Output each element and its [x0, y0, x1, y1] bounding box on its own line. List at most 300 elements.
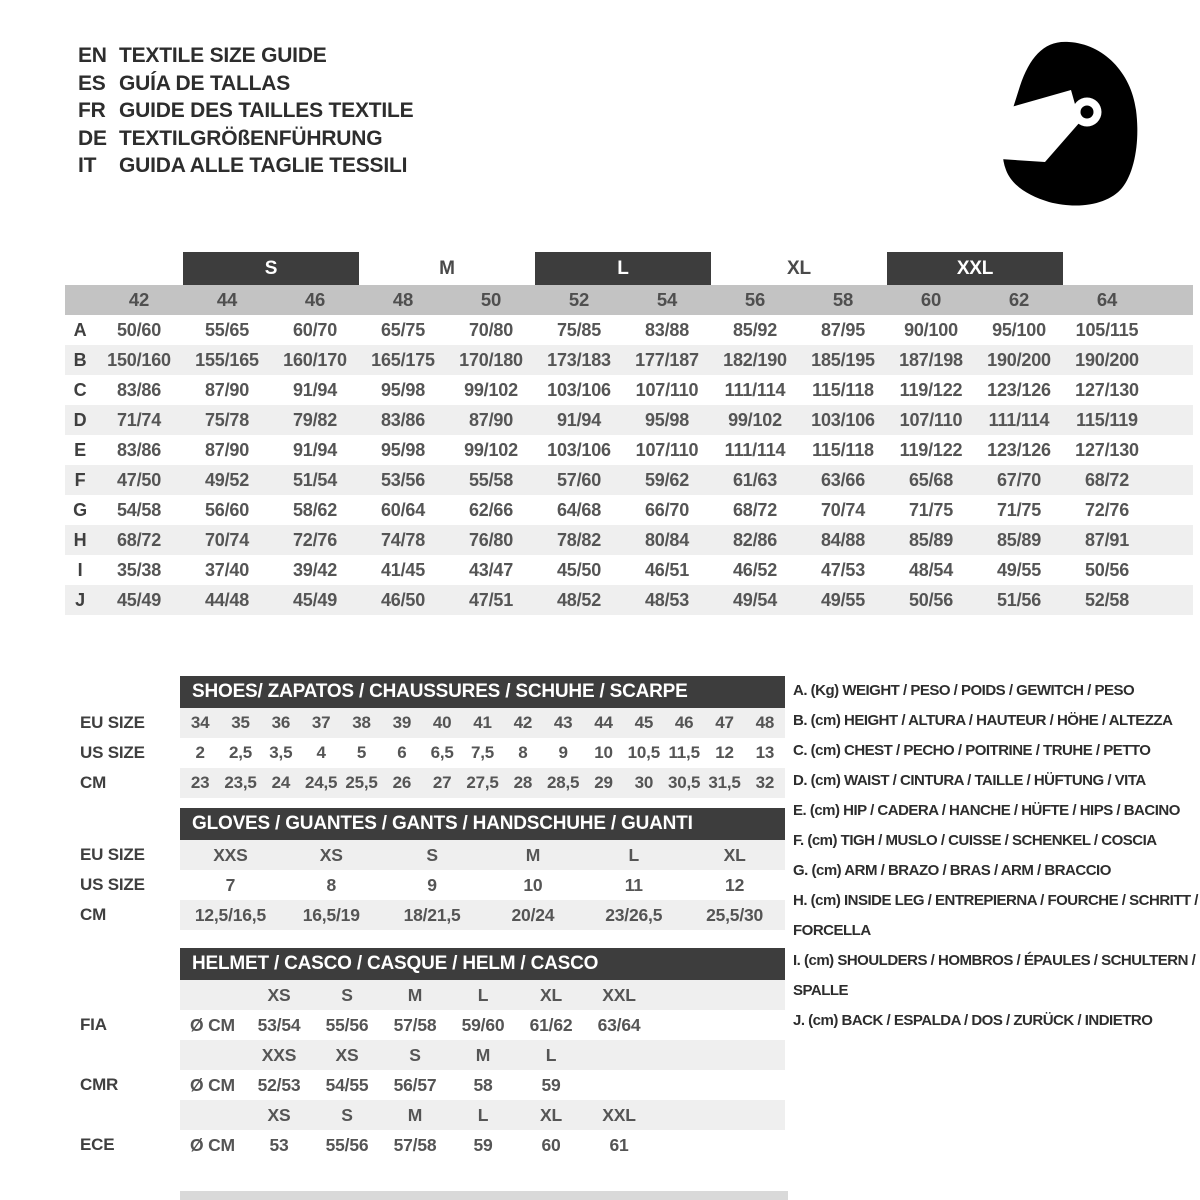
shoe-size-value: 39 [392, 713, 412, 732]
size-value: 75/85 [556, 319, 602, 340]
size-band-xl: XL [787, 257, 811, 279]
size-value: 57/60 [556, 469, 602, 490]
row-label: US SIZE [80, 743, 145, 762]
size-value: 111/114 [724, 379, 786, 400]
helmet-value-row-cmr [65, 1070, 785, 1100]
numeric-size-header: 60 [920, 289, 942, 310]
size-value: 75/78 [204, 409, 250, 430]
size-value: 150/160 [107, 349, 171, 370]
helmet-size-value: 59 [541, 1074, 561, 1095]
size-value: 115/119 [1076, 409, 1138, 430]
row-label [65, 1100, 180, 1130]
size-value: 82/86 [732, 529, 778, 550]
bottom-divider [180, 1191, 788, 1200]
helmet-size-header: S [341, 1104, 353, 1125]
shoe-size-value: 23 [190, 773, 210, 792]
numeric-size-header: 62 [1008, 289, 1030, 310]
size-value: 61/63 [732, 469, 778, 490]
shoe-size-value: 42 [513, 713, 533, 732]
helmet-size-values [180, 1070, 785, 1100]
racing-helmet-icon [983, 38, 1143, 210]
language-code: EN [78, 44, 107, 67]
shoe-size-value: 2 [195, 743, 205, 762]
size-value: 173/183 [547, 349, 611, 370]
row-label: EU SIZE [80, 713, 145, 732]
row-label: CM [80, 773, 107, 792]
helmet-size-header: M [475, 1044, 491, 1065]
size-value: 119/122 [899, 379, 963, 400]
size-value: 68/72 [116, 529, 162, 550]
language-code: IT [78, 154, 97, 177]
numeric-size-header: 50 [480, 289, 502, 310]
size-value: 182/190 [723, 349, 787, 370]
helmet-size-values [180, 1010, 785, 1040]
shoe-size-value: 3,5 [269, 743, 293, 762]
shoe-size-values [180, 738, 785, 768]
helmet-size-header: M [407, 1104, 423, 1125]
size-value: 155/165 [195, 349, 259, 370]
shoe-size-value: 2,5 [228, 743, 253, 762]
textile-row-b [65, 345, 1193, 375]
size-value: 123/126 [987, 439, 1051, 460]
helmet-size-value: 63/64 [597, 1014, 641, 1035]
textile-row-e [65, 435, 1193, 465]
size-value: 83/86 [116, 379, 162, 400]
language-code: FR [78, 99, 106, 122]
shoe-size-value: 5 [356, 743, 367, 762]
helmet-value-row-fia [65, 1010, 785, 1040]
standard-label: CMR [80, 1075, 119, 1094]
numeric-size-header: 44 [216, 289, 238, 310]
size-value: 64/68 [556, 499, 602, 520]
guide-title: GUIDA ALLE TAGLIE TESSILI [119, 154, 408, 177]
row-letter: E [74, 439, 86, 460]
helmet-value-row-ece [65, 1130, 785, 1160]
helmet-size-table [65, 948, 785, 1160]
helmet-rows [65, 980, 785, 1160]
language-code: DE [78, 126, 107, 150]
glove-size-value: XXS [213, 844, 248, 865]
shoe-size-value: 10 [594, 743, 613, 762]
shoe-size-value: 4 [316, 743, 326, 762]
helmet-size-header: XS [267, 984, 291, 1005]
size-value: 37/40 [204, 559, 250, 580]
guide-title: TEXTILE SIZE GUIDE [119, 44, 327, 67]
size-value: 59/62 [644, 469, 690, 490]
size-value: 41/45 [380, 559, 426, 580]
size-value: 99/102 [464, 439, 518, 460]
glove-size-values [180, 870, 785, 900]
row-label: CM [80, 905, 107, 924]
helmet-size-header: S [409, 1044, 421, 1065]
size-value: 83/86 [380, 409, 426, 430]
guide-title: TEXTILGRÖßENFÜHRUNG [119, 126, 383, 150]
helmet-size-headers [180, 1100, 785, 1130]
size-value: 187/198 [899, 349, 963, 370]
size-value: 70/80 [468, 319, 514, 340]
size-value: 105/115 [1075, 319, 1139, 340]
glove-size-value: 16,5/19 [302, 904, 360, 925]
glove-size-value: 23/26,5 [605, 904, 663, 925]
size-value: 91/94 [292, 439, 338, 460]
legend-item: B. (cm) HEIGHT / ALTURA / HAUTEUR / HÖHE / ALTEZZA [793, 712, 1173, 729]
glove-size-row [65, 870, 785, 900]
helmet-size-value: 53/54 [257, 1014, 301, 1035]
size-value: 48/52 [556, 589, 602, 610]
shoe-size-value: 23,5 [224, 773, 257, 792]
gloves-size-table [65, 808, 785, 930]
gloves-rows [65, 840, 785, 930]
shoe-size-value: 27,5 [466, 773, 499, 792]
helmet-size-header: XS [335, 1044, 359, 1065]
helmet-size-value: 56/57 [393, 1074, 437, 1095]
shoe-size-value: 25,5 [345, 773, 378, 792]
helmet-size-value: 52/53 [257, 1074, 301, 1095]
size-value: 91/94 [292, 379, 338, 400]
shoe-size-value: 40 [432, 713, 452, 732]
size-value: 190/200 [1075, 349, 1139, 370]
size-value: 45/49 [116, 589, 162, 610]
size-band-xxl: XXL [887, 252, 1063, 285]
size-value: 68/72 [732, 499, 778, 520]
unit-spacer [180, 1040, 245, 1070]
size-value: 43/47 [468, 559, 514, 580]
measurement-legend [793, 676, 1200, 1036]
size-value: 47/53 [820, 559, 866, 580]
size-value: 49/54 [732, 589, 778, 610]
size-value: 190/200 [987, 349, 1051, 370]
size-value: 99/102 [464, 379, 518, 400]
helmet-size-header: XXL [602, 1104, 636, 1125]
row-letter: F [74, 469, 86, 490]
size-value: 56/60 [204, 499, 250, 520]
size-value: 83/88 [644, 319, 690, 340]
row-label: EU SIZE [80, 845, 145, 864]
size-value: 95/100 [992, 319, 1046, 340]
glove-size-value: 11 [624, 874, 643, 895]
size-value: 85/92 [732, 319, 778, 340]
legend-item: D. (cm) WAIST / CINTURA / TAILLE / HÜFTUNG / VITA [793, 772, 1146, 789]
size-value: 60/70 [292, 319, 338, 340]
size-value: 165/175 [371, 349, 435, 370]
shoe-size-value: 28,5 [547, 773, 580, 792]
language-code: ES [78, 71, 106, 95]
size-value: 87/90 [204, 379, 250, 400]
shoe-size-value: 12 [715, 743, 734, 762]
size-value: 49/52 [204, 469, 250, 490]
shoe-size-value: 26 [392, 773, 412, 792]
size-value: 53/56 [380, 469, 426, 490]
size-value: 85/89 [996, 529, 1042, 550]
size-value: 160/170 [283, 349, 347, 370]
size-value: 48/54 [908, 559, 954, 580]
size-value: 50/56 [1084, 559, 1130, 580]
shoe-size-value: 24 [271, 773, 291, 792]
helmet-size-value: 57/58 [393, 1134, 437, 1155]
shoe-size-value: 8 [518, 743, 528, 762]
size-value: 95/98 [380, 379, 426, 400]
size-value: 60/64 [380, 499, 426, 520]
textile-row-c [65, 375, 1193, 405]
size-value: 46/51 [644, 559, 690, 580]
shoe-size-value: 35 [231, 713, 250, 732]
shoe-size-value: 45 [634, 713, 654, 732]
size-value: 46/50 [380, 589, 426, 610]
size-value: 46/52 [732, 559, 778, 580]
size-value: 51/54 [292, 469, 338, 490]
size-value: 95/98 [644, 409, 690, 430]
size-value: 119/122 [899, 439, 963, 460]
helmet-size-value: 54/55 [325, 1074, 369, 1095]
size-value: 50/56 [908, 589, 954, 610]
size-value: 185/195 [811, 349, 875, 370]
numeric-size-header-row [65, 285, 1193, 315]
size-value: 103/106 [811, 409, 875, 430]
helmet-size-value: 57/58 [393, 1014, 437, 1035]
shoe-size-row [65, 708, 785, 738]
size-value: 87/95 [820, 319, 866, 340]
size-value: 177/187 [635, 349, 699, 370]
numeric-size-header: 58 [832, 289, 854, 310]
diameter-unit: Ø CM [190, 1014, 235, 1035]
glove-size-value: 12 [725, 874, 745, 895]
shoe-size-value: 28 [513, 773, 533, 792]
shoe-size-value: 13 [755, 743, 775, 762]
guide-title: GUÍA DE TALLAS [119, 71, 291, 95]
helmet-size-value: 59/60 [461, 1014, 505, 1035]
helmet-size-header: XXS [261, 1044, 297, 1065]
size-band-s: S [183, 252, 359, 285]
glove-size-value: M [525, 844, 541, 865]
helmet-size-value: 55/56 [325, 1134, 369, 1155]
glove-size-row [65, 840, 785, 870]
helmet-size-header: XL [540, 1104, 562, 1125]
shoe-size-value: 24,5 [305, 773, 338, 792]
textile-row-f [65, 465, 1193, 495]
size-value: 47/51 [468, 589, 514, 610]
shoe-size-value: 38 [352, 713, 371, 732]
row-letter: I [77, 559, 83, 580]
legend-item: J. (cm) BACK / ESPALDA / DOS / ZURÜCK / INDIETRO [793, 1012, 1153, 1029]
size-value: 70/74 [820, 499, 866, 520]
size-value: 111/114 [988, 409, 1050, 430]
glove-size-value: 9 [427, 874, 437, 895]
numeric-size-header: 64 [1096, 289, 1118, 310]
size-value: 51/56 [996, 589, 1042, 610]
standard-label: ECE [80, 1135, 115, 1154]
shoes-rows [65, 708, 785, 798]
numeric-size-header: 52 [568, 289, 590, 310]
letter-column-spacer [65, 285, 95, 315]
shoe-size-value: 30,5 [668, 773, 701, 792]
row-letter: G [73, 499, 87, 520]
size-value: 44/48 [204, 589, 250, 610]
size-value: 83/86 [116, 439, 162, 460]
glove-size-value: S [426, 844, 438, 865]
glove-size-values [180, 840, 785, 870]
size-value: 52/58 [1084, 589, 1130, 610]
glove-size-value: 25,5/30 [706, 904, 764, 925]
helmet-size-header: XL [540, 984, 562, 1005]
size-value: 90/100 [904, 319, 958, 340]
shoe-size-values [180, 768, 785, 798]
glove-size-value: 18/21,5 [403, 904, 461, 925]
size-value: 103/106 [547, 439, 611, 460]
shoe-size-value: 9 [558, 743, 568, 762]
size-band-m: M [439, 257, 455, 279]
size-value: 95/98 [380, 439, 426, 460]
size-value: 84/88 [820, 529, 866, 550]
helmet-size-value: 58 [473, 1074, 493, 1095]
numeric-size-header: 48 [392, 289, 414, 310]
helmet-size-header: XXL [602, 984, 636, 1005]
size-value: 62/66 [468, 499, 514, 520]
size-value: 48/53 [644, 589, 690, 610]
language-title-list [78, 42, 413, 180]
numeric-size-header: 54 [656, 289, 678, 310]
size-value: 55/58 [468, 469, 514, 490]
size-value: 111/114 [724, 439, 786, 460]
size-value: 58/62 [292, 499, 338, 520]
legend-item: G. (cm) ARM / BRAZO / BRAS / ARM / BRACCIO [793, 862, 1111, 879]
size-band-row [65, 252, 1193, 285]
row-label [65, 1040, 180, 1070]
shoe-size-value: 34 [190, 713, 210, 732]
textile-row-h [65, 525, 1193, 555]
size-value: 71/75 [908, 499, 954, 520]
shoe-size-row [65, 738, 785, 768]
helmet-size-value: 55/56 [325, 1014, 369, 1035]
textile-row-d [65, 405, 1193, 435]
language-row [78, 125, 413, 153]
size-value: 107/110 [635, 379, 699, 400]
size-value: 45/49 [292, 589, 338, 610]
legend-item: A. (Kg) WEIGHT / PESO / POIDS / GEWITCH / PESO [793, 682, 1135, 699]
legend-item: H. (cm) INSIDE LEG / ENTREPIERNA / FOURCHE / SCHRITT / FORCELLA [793, 892, 1198, 939]
shoe-size-value: 32 [755, 773, 775, 792]
glove-size-value: 10 [523, 874, 543, 895]
shoe-size-value: 41 [473, 713, 492, 732]
glove-size-value: 12,5/16,5 [194, 904, 266, 925]
size-value: 107/110 [635, 439, 699, 460]
helmet-size-header: L [545, 1044, 557, 1065]
helmet-size-value: 60 [541, 1134, 561, 1155]
legend-item: C. (cm) CHEST / PECHO / POITRINE / TRUHE / PETTO [793, 742, 1151, 759]
row-letter: D [73, 409, 87, 430]
racing-helmet-icon-svg [983, 38, 1143, 210]
textile-size-table [65, 252, 1193, 615]
size-value: 72/76 [292, 529, 338, 550]
size-value: 115/118 [812, 439, 874, 460]
size-value: 87/90 [468, 409, 514, 430]
size-value: 39/42 [292, 559, 338, 580]
textile-row-i [65, 555, 1193, 585]
helmet-size-header: L [477, 1104, 489, 1125]
size-value: 115/118 [812, 379, 874, 400]
size-value: 85/89 [908, 529, 954, 550]
shoe-size-value: 7,5 [470, 743, 495, 762]
textile-row-j [65, 585, 1193, 615]
shoe-size-value: 30 [634, 773, 654, 792]
size-value: 170/180 [459, 349, 523, 370]
shoe-size-value: 44 [594, 713, 613, 732]
glove-size-value: XL [723, 844, 746, 865]
size-value: 71/74 [116, 409, 162, 430]
row-letter: H [73, 529, 87, 550]
size-value: 63/66 [820, 469, 866, 490]
size-band-l: L [535, 252, 711, 285]
row-letter: C [73, 379, 87, 400]
helmet-size-row-cmr [65, 1040, 785, 1070]
row-letter: A [73, 319, 87, 340]
shoe-size-value: 6 [397, 743, 407, 762]
helmet-size-row-ece [65, 1100, 785, 1130]
size-value: 65/68 [908, 469, 954, 490]
size-value: 71/75 [996, 499, 1042, 520]
helmet-table-title: HELMET / CASCO / CASQUE / HELM / CASCO [180, 948, 785, 980]
size-value: 87/91 [1084, 529, 1130, 550]
numeric-size-header: 56 [744, 289, 766, 310]
shoe-size-value: 10,5 [627, 743, 660, 762]
size-value: 74/78 [380, 529, 426, 550]
language-row [78, 70, 413, 98]
textile-row-a [65, 315, 1193, 345]
shoes-size-table [65, 676, 785, 798]
row-label: US SIZE [80, 875, 145, 894]
size-value: 68/72 [1084, 469, 1130, 490]
shoe-size-value: 6,5 [430, 743, 454, 762]
size-value: 49/55 [996, 559, 1042, 580]
shoe-size-value: 31,5 [708, 773, 741, 792]
helmet-size-header: S [341, 984, 353, 1005]
size-value: 127/130 [1075, 379, 1139, 400]
row-letter: J [75, 589, 85, 610]
size-value: 127/130 [1075, 439, 1139, 460]
size-value: 87/90 [204, 439, 250, 460]
size-value: 76/80 [468, 529, 514, 550]
shoe-size-values [180, 708, 785, 738]
shoe-size-value: 43 [553, 713, 573, 732]
size-value: 107/110 [899, 409, 963, 430]
unit-spacer [180, 1100, 245, 1130]
helmet-size-header: XS [267, 1104, 291, 1125]
size-value: 55/65 [204, 319, 250, 340]
textile-row-g [65, 495, 1193, 525]
textile-measurement-rows [65, 315, 1193, 615]
guide-title: GUIDE DES TAILLES TEXTILE [119, 99, 414, 122]
size-value: 47/50 [116, 469, 162, 490]
size-value: 78/82 [556, 529, 602, 550]
size-value: 45/50 [556, 559, 602, 580]
glove-size-value: 8 [326, 874, 337, 895]
shoes-table-title: SHOES/ ZAPATOS / CHAUSSURES / SCHUHE / SCARPE [180, 676, 785, 708]
shoe-size-value: 27 [432, 773, 452, 792]
legend-item: F. (cm) TIGH / MUSLO / CUISSE / SCHENKEL / COSCIA [793, 832, 1157, 849]
numeric-size-header: 46 [304, 289, 326, 310]
glove-size-values [180, 900, 785, 930]
shoe-size-value: 36 [271, 713, 291, 732]
helmet-size-value: 61/62 [529, 1014, 573, 1035]
shoe-size-value: 29 [594, 773, 613, 792]
legend-item: E. (cm) HIP / CADERA / HANCHE / HÜFTE / HIPS / BACINO [793, 802, 1180, 819]
helmet-size-header: M [407, 984, 423, 1005]
shoe-size-value: 47 [715, 713, 734, 732]
helmet-size-value: 53 [269, 1134, 289, 1155]
helmet-size-value: 61 [609, 1134, 629, 1155]
language-row [78, 152, 413, 180]
shoe-size-value: 11,5 [668, 743, 700, 762]
numeric-size-header: 42 [128, 289, 150, 310]
